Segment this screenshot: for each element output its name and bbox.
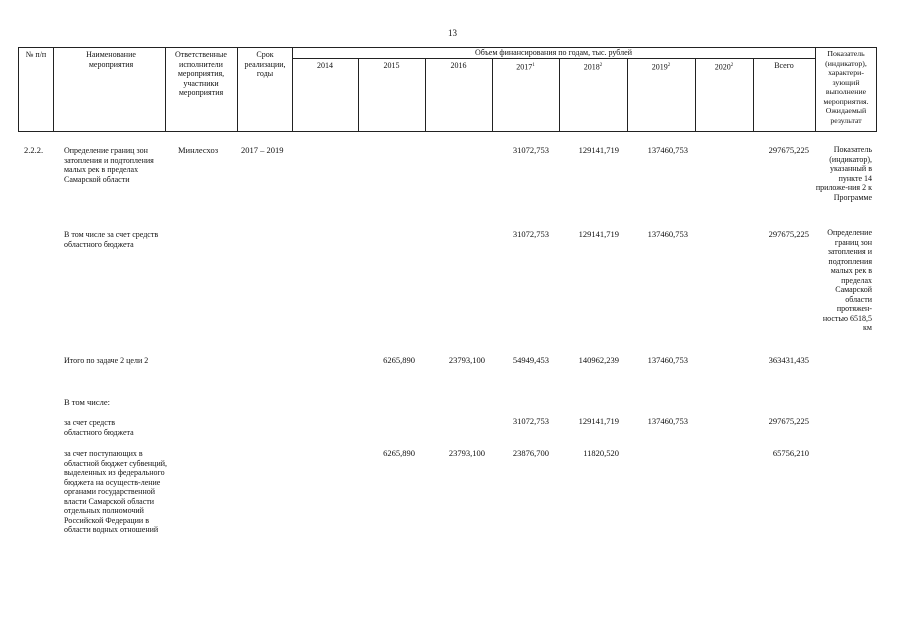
header-indicator: Показатель (индикатор), характери-зующий выполнение мероприятия. Ожидаемый результат [823,49,869,125]
row-number: 2.2.2. [24,145,44,155]
row-value-2017: 31072,753 [512,416,549,426]
row-name: В том числе: [64,397,110,407]
row-value-2019: 137460,753 [647,229,688,239]
header-responsible: Ответственные исполнители мероприятия, участники мероприятия [175,50,227,97]
row-indicator: Определение границ зон затопления и подтопления малых рек в пределах Самарской области протяжен-ностью 6518,5 км [822,228,872,332]
header-name: Наименование мероприятия [86,50,136,69]
header-2015: 2015 [383,61,400,70]
header-volume: Объем финансирования по годам, тыс. рублей [475,48,632,57]
row-name: за счет средств областного бюджета [64,418,134,437]
header-term: Срок реализации, годы [244,50,286,78]
row-value-2019: 137460,753 [647,416,688,426]
header-2014: 2014 [317,61,333,70]
header-num: № п/п [25,50,47,59]
row-name: Определение границ зон затопления и подтопления малых рек в пределах Самарской области [64,146,154,184]
row-value-2019: 137460,753 [647,355,688,365]
header-2020: 2020$^2$ [714,62,734,72]
row-value-2017: 31072,753 [512,229,549,239]
row-value-2016: 23793,100 [448,355,485,365]
page-number: 13 [448,28,457,38]
row-term: 2017 – 2019 [241,145,284,155]
row-value-2017: 54949,453 [512,355,549,365]
row-value-2017: 31072,753 [512,145,549,155]
row-value-2017: 23876,700 [512,448,549,458]
row-value-2015: 6265,890 [383,355,415,365]
table-header [18,47,877,132]
header-2016: 2016 [450,61,467,70]
row-value-2015: 6265,890 [383,448,415,458]
row-value-2018: 129141,719 [578,145,619,155]
row-name: за счет поступающих в областной бюджет субвенций, выделенных из федерального бюджета на осуществ-ление органами государственной власти Самарской области отдельных полномочий Российской Федерации в области водных отношений [64,449,168,534]
row-value-2016: 23793,100 [448,448,485,458]
row-name: Итого по задаче 2 цели 2 [64,356,149,365]
row-indicator: Показатель (индикатор), указанный в пункте 14 приложе-ния 2 к Программе [815,145,872,202]
row-value-2018: 129141,719 [578,416,619,426]
row-value-total: 65756,210 [772,448,809,458]
header-2019: 2019$^2$ [651,62,671,72]
row-value-total: 363431,435 [768,355,809,365]
row-value-total: 297675,225 [768,145,809,155]
row-value-total: 297675,225 [768,416,809,426]
header-2018: 2018$^2$ [583,62,603,72]
row-value-total: 297675,225 [768,229,809,239]
row-value-2018: 140962,239 [578,355,619,365]
row-value-2018: 11820,520 [583,448,619,458]
header-total: Всего [774,61,794,70]
row-name: В том числе за счет средств областного бюджета [64,230,159,249]
row-responsible: Минлесхоз [178,145,219,155]
header-2017: 2017$^1$ [516,62,535,72]
row-value-2018: 129141,719 [578,229,619,239]
row-value-2019: 137460,753 [647,145,688,155]
